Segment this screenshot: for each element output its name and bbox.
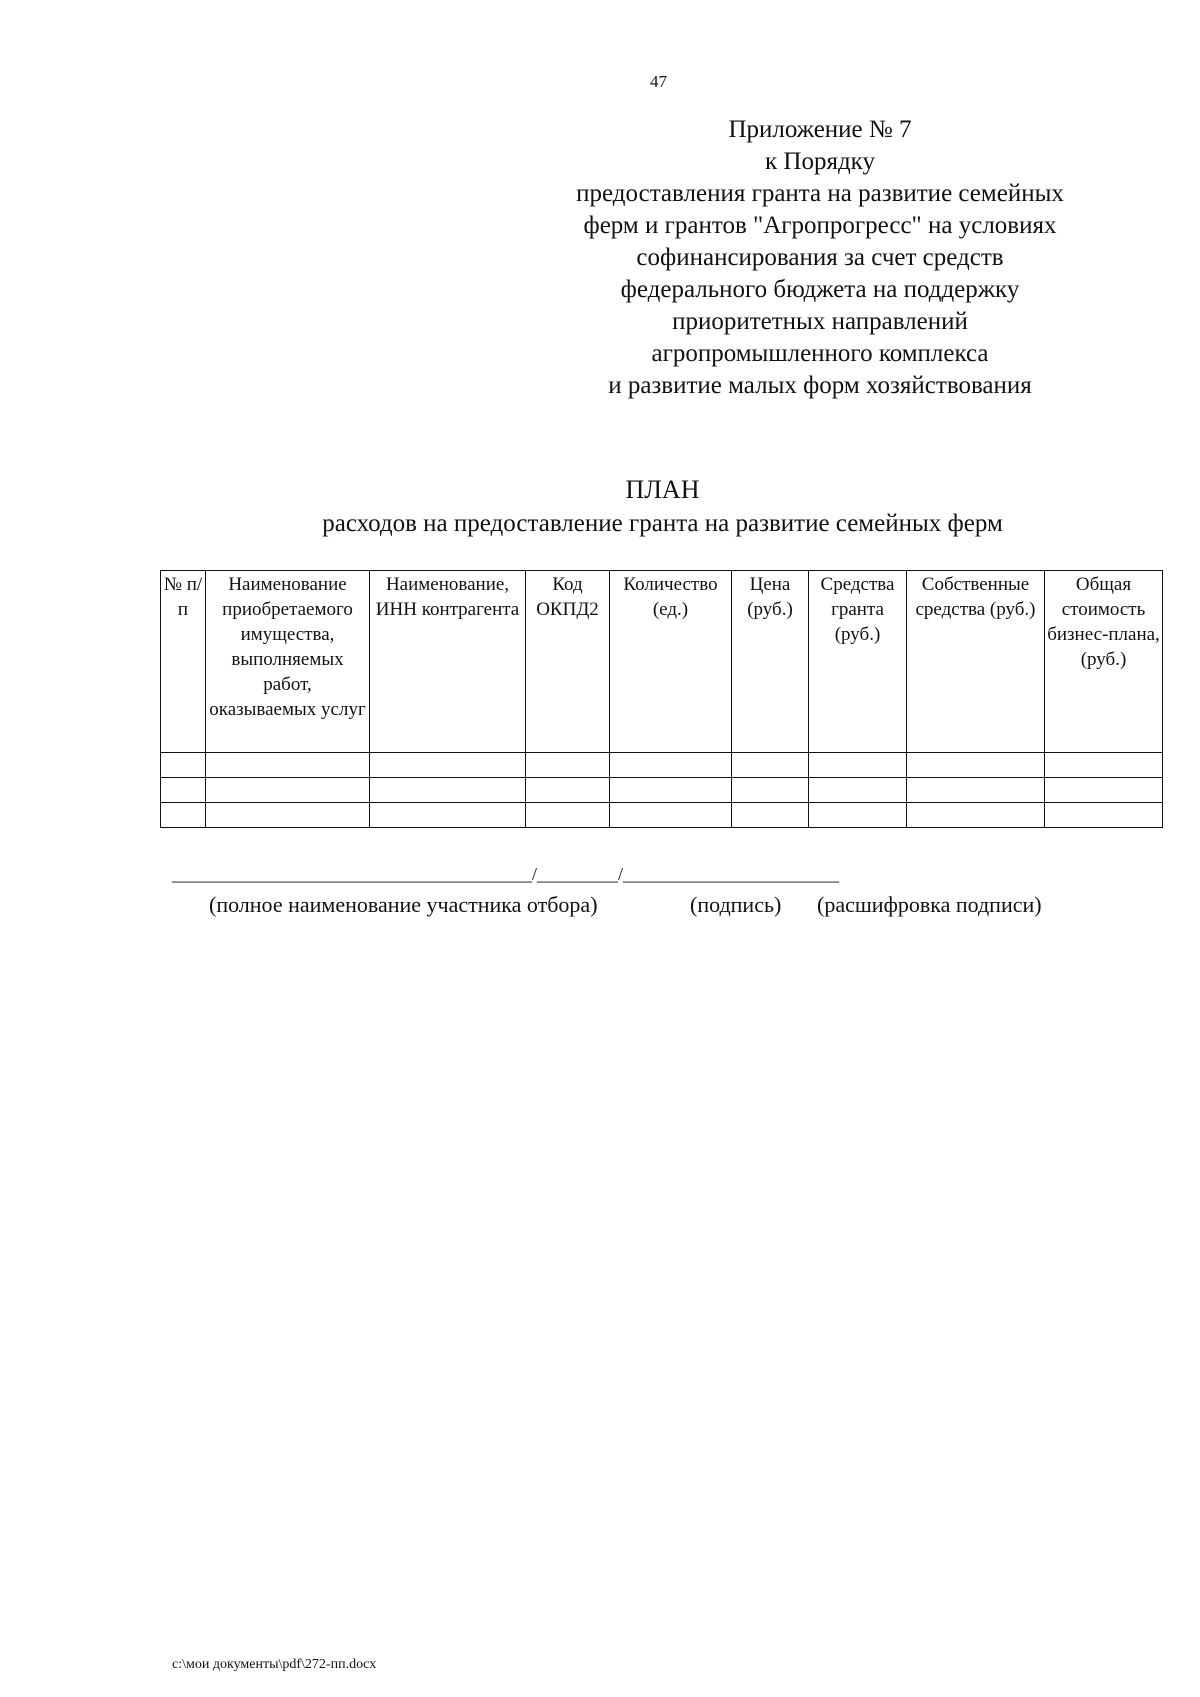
table-header-row	[161, 571, 1163, 753]
table-cell	[206, 803, 370, 828]
table-cell	[526, 778, 610, 803]
appendix-line: к Порядку	[765, 148, 875, 175]
table-cell	[809, 778, 907, 803]
table-cell	[370, 753, 526, 778]
table-cell	[907, 753, 1045, 778]
appendix-line: агропромышленного комплекса	[651, 340, 989, 367]
header-cell-quantity: Количество (ед.)	[610, 571, 732, 753]
header-cell-item-name: Наименование приобретаемого имущества, выполняемых работ, оказываемых услуг	[206, 571, 370, 753]
table-cell	[809, 753, 907, 778]
table-cell	[526, 753, 610, 778]
appendix-line: предоставления гранта на развитие семейных	[576, 180, 1064, 207]
decoding-caption: (расшифровка подписи)	[817, 892, 1042, 917]
table-cell	[610, 753, 732, 778]
table-cell	[370, 778, 526, 803]
table-row	[161, 778, 1163, 803]
table-cell	[907, 778, 1045, 803]
table-cell	[732, 778, 809, 803]
table-cell	[809, 803, 907, 828]
table-cell	[370, 803, 526, 828]
table-cell	[732, 803, 809, 828]
table-cell	[206, 778, 370, 803]
table-cell	[610, 803, 732, 828]
table-cell	[161, 753, 206, 778]
page-number: 47	[650, 72, 667, 91]
table-cell	[206, 753, 370, 778]
signature-line: ________________________________________/_________/________________________	[172, 864, 840, 884]
table-cell	[732, 753, 809, 778]
header-cell-price: Цена (руб.)	[732, 571, 809, 753]
participant-caption: (полное наименование участника отбора)	[209, 892, 598, 917]
appendix-line: приоритетных направлений	[672, 308, 968, 335]
table-cell	[161, 778, 206, 803]
appendix-line: Приложение № 7	[728, 116, 912, 143]
appendix-line: и развитие малых форм хозяйствования	[608, 372, 1032, 399]
table-cell	[1045, 803, 1163, 828]
table-cell	[1045, 753, 1163, 778]
appendix-line: ферм и грантов "Агропрогресс" на условиях	[583, 212, 1057, 239]
header-cell-number: № п/п	[161, 571, 206, 753]
appendix-header	[540, 114, 1100, 402]
header-cell-total-cost: Общая стоимость бизнес-плана, (руб.)	[1045, 571, 1163, 753]
appendix-line: софинансирования за счет средств	[636, 244, 1004, 271]
plan-subtitle: расходов на предоставление гранта на развитие семейных ферм	[322, 510, 1003, 537]
header-cell-contractor: Наименование, ИНН контрагента	[370, 571, 526, 753]
expense-plan-table	[160, 570, 1163, 828]
header-cell-own-funds: Собственные средства (руб.)	[907, 571, 1045, 753]
table-cell	[526, 803, 610, 828]
table-cell	[610, 778, 732, 803]
header-cell-okpd2: Код ОКПД2	[526, 571, 610, 753]
appendix-line: федерального бюджета на поддержку	[620, 276, 1020, 303]
plan-title: ПЛАН	[625, 475, 700, 504]
header-cell-grant-funds: Средства гранта (руб.)	[809, 571, 907, 753]
signature-caption: (подпись)	[690, 892, 782, 917]
table-row	[161, 803, 1163, 828]
table-cell	[161, 803, 206, 828]
table-cell	[907, 803, 1045, 828]
table-cell	[1045, 778, 1163, 803]
footer-file-path: c:\мои документы\pdf\272-пп.docx	[172, 1657, 377, 1672]
table-row	[161, 753, 1163, 778]
